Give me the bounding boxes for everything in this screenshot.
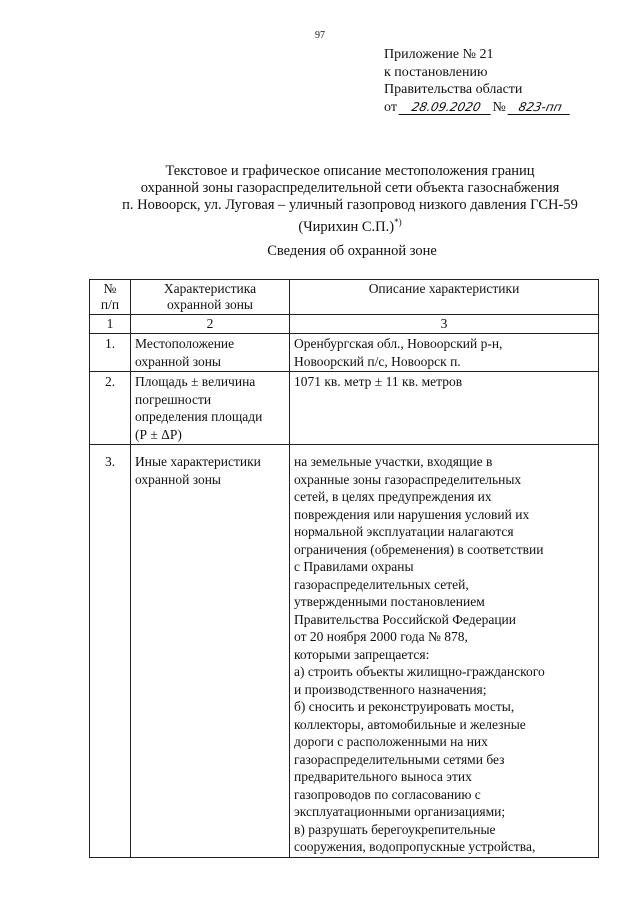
column-number: 2 bbox=[131, 315, 290, 334]
text-line: Правительства Российской Федерации bbox=[294, 611, 516, 627]
section-subtitle: Сведения об охранной зоне bbox=[267, 243, 437, 259]
header-characteristic-line: Характеристика bbox=[163, 281, 257, 296]
zone-info-table bbox=[89, 279, 599, 858]
text-line: нормальной эксплуатации налагаются bbox=[294, 524, 514, 539]
header-num-line: № bbox=[103, 281, 117, 296]
text-line: которыми запрещается: bbox=[294, 646, 430, 662]
text-line: охранной зоны bbox=[135, 471, 222, 487]
appendix-line-1: Приложение № 21 bbox=[384, 47, 494, 62]
title-line-4 bbox=[0, 214, 640, 236]
text-line: Новоорский п/с, Новоорск п. bbox=[294, 353, 461, 369]
text-line: сооружения, водопропускные устройства, bbox=[294, 839, 536, 854]
text-line: Площадь ± величина bbox=[135, 374, 256, 389]
text-line: и производственного назначения; bbox=[294, 681, 487, 697]
text-line: предварительного выноса этих bbox=[294, 769, 472, 784]
header-characteristic-line: охранной зоны bbox=[166, 297, 253, 312]
title-owner: (Чирихин С.П.) bbox=[298, 218, 395, 235]
title-line-3: п. Новоорск, ул. Луговая – уличный газопровод низкого давления ГСН-59 bbox=[122, 197, 578, 213]
table-row bbox=[90, 372, 599, 445]
row-characteristic bbox=[131, 445, 290, 858]
text-line: дороги с расположенными на них bbox=[294, 734, 488, 749]
text-line: газораспределительных сетей, bbox=[294, 576, 469, 592]
page-number: 97 bbox=[315, 30, 325, 41]
row-description bbox=[290, 445, 599, 858]
header-num bbox=[90, 280, 131, 315]
title-line-2: охранной зоны газораспределительной сети объекта газоснабжения bbox=[140, 180, 560, 196]
table-row bbox=[90, 445, 599, 858]
row-characteristic bbox=[131, 334, 290, 372]
text-line: от 20 ноября 2000 года № 878, bbox=[294, 629, 468, 644]
text-line: охранной зоны bbox=[135, 353, 222, 369]
text-line: газопроводов по согласованию с bbox=[294, 786, 481, 802]
header-num-line: п/п bbox=[100, 297, 120, 312]
header-characteristic bbox=[131, 280, 290, 315]
text-line: на земельные участки, входящие в bbox=[294, 454, 493, 469]
text-line: в) разрушать берегоукрепительные bbox=[294, 821, 496, 837]
row-description bbox=[290, 334, 599, 372]
text-line: сетей, в целях предупреждения их bbox=[294, 489, 492, 504]
number-label: № bbox=[492, 99, 506, 115]
table-row bbox=[90, 334, 599, 372]
header-description: Описание характеристики bbox=[290, 280, 599, 315]
text-line: повреждения или нарушения условий их bbox=[294, 506, 530, 522]
text-line: а) строить объекты жилищно-гражданского bbox=[294, 664, 545, 679]
text-line: утвержденными постановлением bbox=[294, 594, 485, 609]
appendix-line-3: Правительства области bbox=[384, 82, 523, 97]
column-number: 3 bbox=[290, 315, 599, 334]
text-line: Иные характеристики bbox=[135, 454, 261, 469]
row-num: 2. bbox=[90, 372, 131, 445]
text-line: определения площади bbox=[135, 409, 263, 424]
text-line: газораспределительными сетями без bbox=[294, 751, 505, 767]
column-number: 1 bbox=[90, 315, 131, 334]
text-line: коллекторы, автомобильные и железные bbox=[294, 716, 526, 732]
table-header-row bbox=[90, 280, 599, 315]
appendix-block bbox=[384, 46, 624, 116]
handwritten-date: 28.09.2020 bbox=[399, 101, 494, 115]
document-title bbox=[0, 163, 640, 236]
text-line: Оренбургская обл., Новоорский р-н, bbox=[294, 336, 503, 351]
text-line: Местоположение bbox=[135, 336, 235, 351]
appendix-date-line bbox=[384, 99, 624, 117]
column-number-row bbox=[90, 315, 599, 334]
row-num: 1. bbox=[90, 334, 131, 372]
text-line: эксплуатационными организациями; bbox=[294, 804, 506, 819]
text-line: охранные зоны газораспределительных bbox=[294, 471, 522, 487]
text-line: погрешности bbox=[135, 391, 212, 407]
text-line: ограничения (обременения) в соответствии bbox=[294, 541, 544, 557]
text-line: с Правилами охраны bbox=[294, 559, 414, 574]
text-line: (Р ± ΔР) bbox=[135, 426, 182, 442]
title-line-1: Текстовое и графическое описание местоположения границ bbox=[165, 163, 535, 179]
row-description bbox=[290, 372, 599, 445]
footnote-mark: *) bbox=[394, 217, 402, 227]
text-line: б) сносить и реконструировать мосты, bbox=[294, 699, 515, 714]
row-num: 3. bbox=[90, 445, 131, 858]
text-line: 1071 кв. метр ± 11 кв. метров bbox=[294, 374, 463, 389]
appendix-line-2: к постановлению bbox=[384, 64, 488, 80]
handwritten-number: 823-пп bbox=[508, 101, 573, 115]
row-characteristic bbox=[131, 372, 290, 445]
from-label: от bbox=[384, 99, 397, 115]
